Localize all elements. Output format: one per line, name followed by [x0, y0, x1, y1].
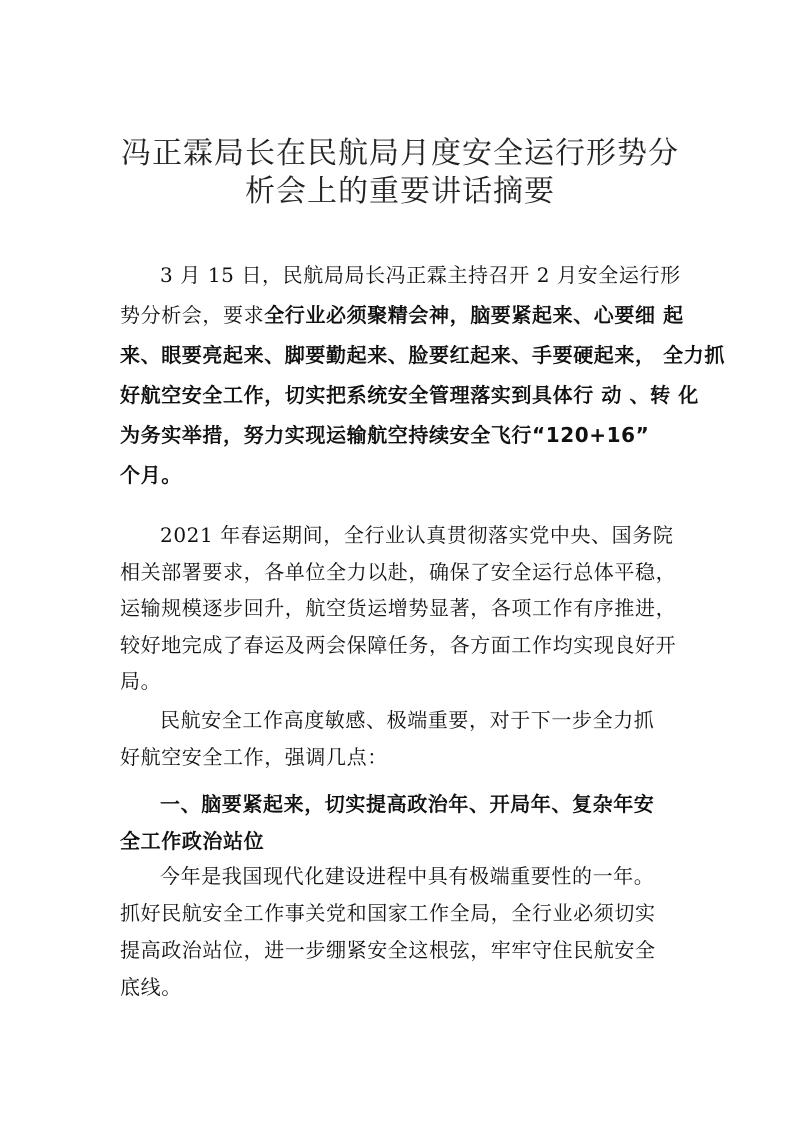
intro-line-6: 个月。 [120, 463, 182, 487]
emphasis-line-2: 好航空安全工作，强调几点： [120, 744, 388, 769]
spring-line-3: 运输规模逐步回升，航空货运增势显著，各项工作有序推进， [120, 596, 677, 620]
spring-line-2: 相关部署要求，各单位全力以赴，确保了安全运行总体平稳， [120, 559, 677, 584]
section-heading-1 [120, 786, 680, 860]
intro-line-1: 3 月 15 日，民航局局长冯正霖主持召开 2 月安全运行形 [160, 263, 681, 287]
section-1-line-4: 底线。 [120, 975, 182, 999]
document-title-line-1: 冯正霖局长在民航局月度安全运行形势分 [121, 136, 679, 171]
emphasis-paragraph [120, 702, 680, 775]
intro-line-2 [120, 296, 684, 336]
section-1-line-2: 抓好民航安全工作事关党和国家工作全局，全行业必须切实 [120, 901, 656, 925]
spring-line-4: 较好地完成了春运及两会保障任务，各方面工作均实现良好开 [120, 632, 677, 657]
intro-line-4: 好航空安全工作，切实把系统安全管理落实到具体行 动 、转 化 [120, 383, 699, 407]
section-1-line-1: 今年是我国现代化建设进程中具有极端重要性的一年。 [160, 864, 655, 888]
spring-line-5: 局。 [120, 669, 162, 693]
intro-line-2-normal: 势分析会，要求 [120, 303, 265, 327]
section-1-paragraph [120, 858, 680, 1006]
spring-festival-paragraph [120, 517, 680, 700]
spring-line-1: 2021 年春运期间，全行业认真贯彻落实党中央、国务院 [160, 523, 674, 547]
intro-paragraph [120, 256, 725, 496]
section-heading-1-line-1: 一、脑要紧起来，切实提高政治年、开局年、复杂年安 [160, 792, 655, 816]
section-heading-1-line-2: 全工作政治站位 [120, 829, 265, 853]
emphasis-line-1: 民航安全工作高度敏感、极端重要，对于下一步全力抓 [160, 708, 655, 732]
section-1-line-3: 提高政治站位，进一步绷紧安全这根弦，牢牢守住民航安全 [120, 938, 656, 962]
intro-line-2-bold: 全行业必须聚精会神，脑要紧起来、心要细 起 [264, 303, 684, 327]
document-title-line-2: 析会上的重要讲话摘要 [245, 174, 555, 209]
intro-line-5: 为务实举措，努力实现运输航空持续安全飞行“120+16” [120, 423, 650, 447]
intro-line-3: 来、眼要亮起来、脚要勤起来、脸要红起来、手要硬起来， 全力抓 [120, 343, 725, 367]
